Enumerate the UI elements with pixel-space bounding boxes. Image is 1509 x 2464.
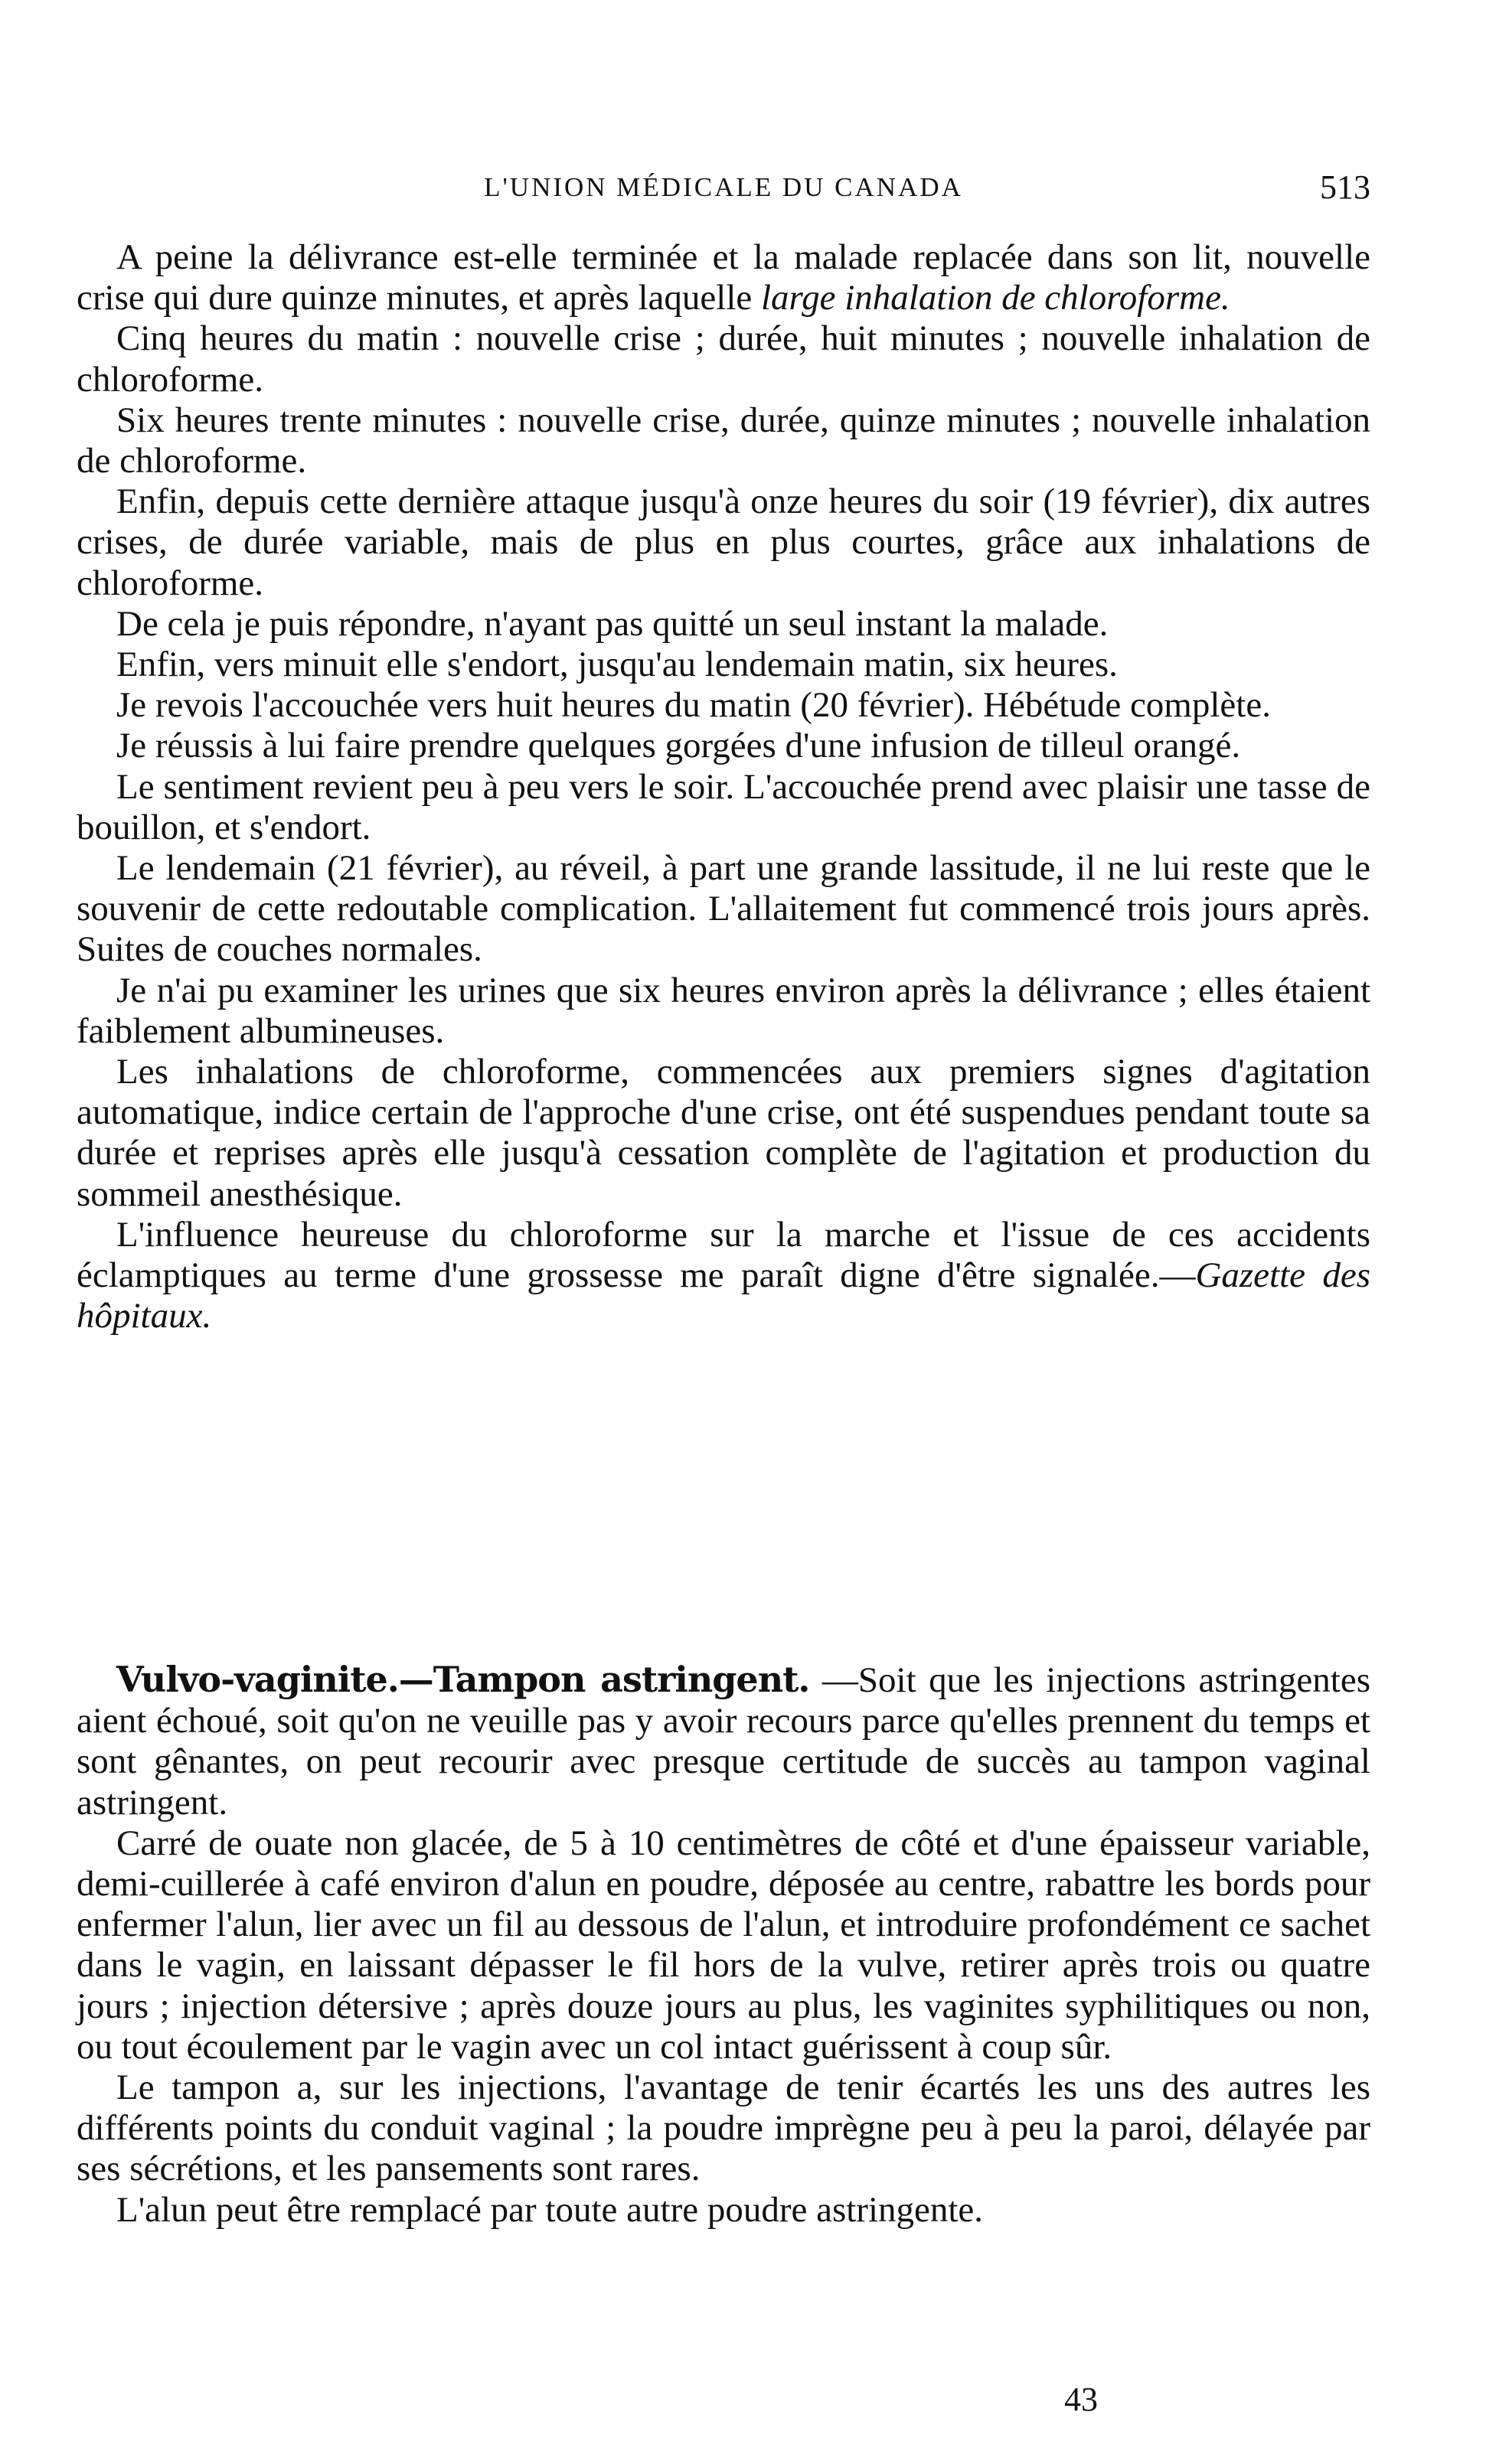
- article2-paragraph-4: L'alun peut être remplacé par toute autre poudre astringente.: [116, 2189, 984, 2230]
- article-eclampsia: [77, 237, 1370, 1336]
- paragraph-8: Je réussis à lui faire prendre quelques gorgées d'une infusion de tilleul orangé.: [116, 726, 1241, 766]
- paragraph-2: Cinq heures du matin : nouvelle crise ; durée, huit minutes ; nouvelle inhalation de chloroforme.: [77, 318, 1370, 400]
- paragraph-11: Je n'ai pu examiner les urines que six heures environ après la délivrance ; elles étaient faiblement albumineuses.: [77, 970, 1370, 1051]
- running-header: [77, 165, 1370, 211]
- article-headline: Vulvo-vaginite.—Tampon astringent.: [116, 1659, 810, 1700]
- printer-signature-mark: 43: [1064, 2381, 1098, 2418]
- paragraph-4: Enfin, depuis cette dernière attaque jusqu'à onze heures du soir (19 février), dix autres crises, de durée variable, mais de plus en plus courtes, grâce aux inhalations de chloroforme.: [77, 481, 1370, 603]
- article2-paragraph-3: Le tampon a, sur les injections, l'avantage de tenir écartés les uns des autres les différents points du conduit vaginal ; la poudre imprègne peu à peu la paroi, délayée par ses sécrétions, et les pansements sont rares.: [77, 2067, 1370, 2189]
- paragraph-1-italic: large inhalation de chloroforme.: [761, 278, 1230, 318]
- article2-paragraph-2: Carré de ouate non glacée, de 5 à 10 centimètres de côté et d'une épaisseur variable, demi-cuillerée à café environ d'alun en poudre, déposée au centre, rabattre les bords pour enfermer l'alun, lier avec un fil au dessous de l'alun, et introduire profondément ce sachet dans le vagin, en laissant dépasser le fil hors de la vulve, retirer après trois ou quatre jours ; injection détersive ; après douze jours au plus, les vaginites syphilitiques ou non, ou tout écoulement par le vagin avec un col intact guérissent à coup sûr.: [77, 1823, 1370, 2067]
- paragraph-1: [77, 237, 1370, 318]
- paragraph-5: De cela je puis répondre, n'ayant pas quitté un seul instant la malade.: [116, 603, 1109, 644]
- paragraph-3: Six heures trente minutes : nouvelle crise, durée, quinze minutes ; nouvelle inhalation de chloroforme.: [77, 400, 1370, 481]
- paragraph-6: Enfin, vers minuit elle s'endort, jusqu'au lendemain matin, six heures.: [116, 645, 1118, 685]
- article2-paragraph-1-text: —Soit que les injections astringentes aient échoué, soit qu'on ne veuille pas y avoir recours parce qu'elles prennent du temps et sont gênantes, on peut recourir avec presque certitude de succès au tampon vaginal astringent.: [77, 1660, 1370, 1823]
- article2-paragraph-1: [77, 1660, 1370, 1823]
- paragraph-7: Je revois l'accouchée vers huit heures du matin (20 février). Hébétude complète.: [116, 685, 1271, 726]
- source-citation: Gazette des hôpitaux.: [77, 1255, 1370, 1336]
- paragraph-10: Le lendemain (21 février), au réveil, à part une grande lassitude, il ne lui reste que le souvenir de cette redoutable complication. L'allaitement fut commencé trois jours après. Suites de couches normales.: [77, 848, 1370, 970]
- paragraph-9: Le sentiment revient peu à peu vers le soir. L'accouchée prend avec plaisir une tasse de bouillon, et s'endort.: [77, 766, 1370, 847]
- paragraph-12: Les inhalations de chloroforme, commencées aux premiers signes d'agitation automatique, indice certain de l'approche d'une crise, ont été suspendues pendant toute sa durée et reprises après elle jusqu'à cessation complète de l'agitation et production du sommeil anesthésique.: [77, 1052, 1370, 1214]
- paragraph-13: [77, 1215, 1370, 1337]
- page-number: 513: [1320, 168, 1370, 206]
- paragraph-1-text: A peine la délivrance est-elle terminée et la malade replacée dans son lit, nouvelle crise qui dure quinze minutes, et après laquelle: [77, 237, 1370, 318]
- journal-title: L'UNION MÉDICALE DU CANADA: [484, 172, 963, 202]
- paragraph-13-text: L'influence heureuse du chloroforme sur la marche et l'issue de ces accidents éclamptiques au terme d'une grossesse me paraît digne d'être signalée.—: [77, 1214, 1370, 1296]
- article-vulvo-vaginite: [77, 1660, 1370, 2231]
